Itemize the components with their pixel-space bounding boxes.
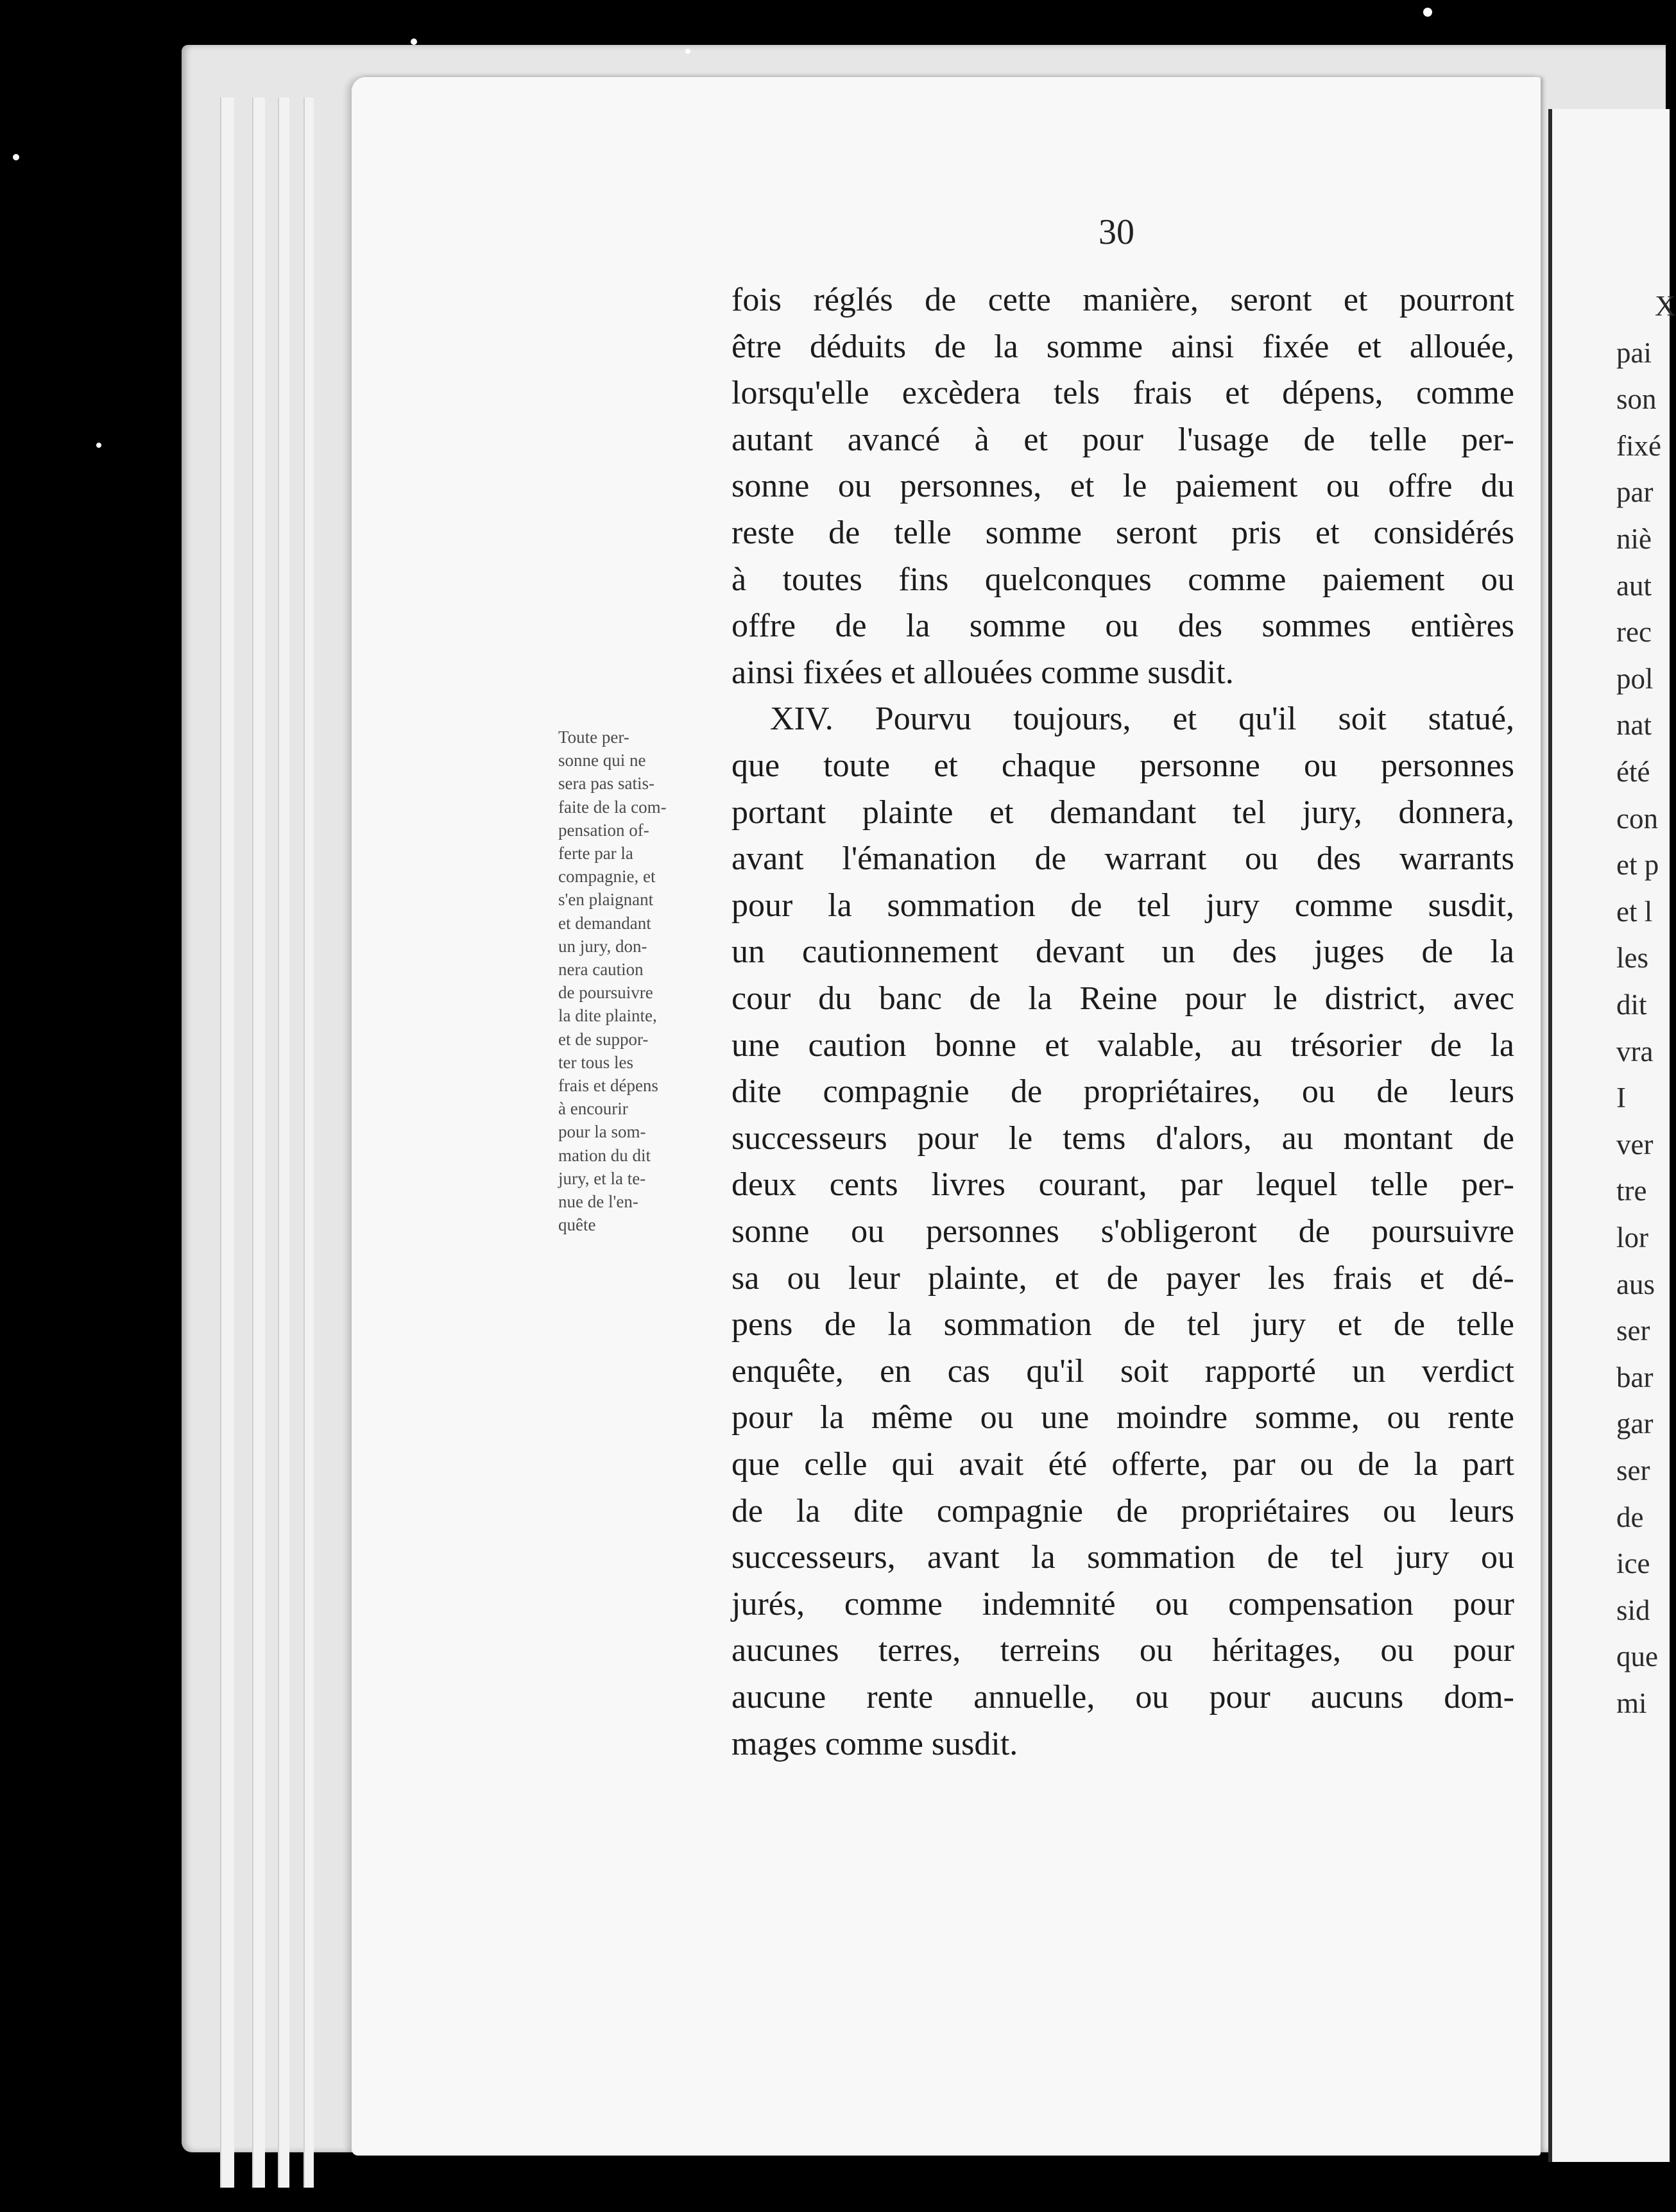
body-line: jurés, comme indemnité ou compensation pour xyxy=(731,1585,1514,1622)
body-line: XIV. Pourvu toujours, et qu'il soit statué, xyxy=(770,701,1514,738)
margin-note-line: ter tous les xyxy=(558,1052,633,1072)
margin-note-line: quête xyxy=(558,1215,596,1235)
next-page-fragment: que xyxy=(1616,1640,1658,1673)
next-page-fragment: de xyxy=(1616,1501,1644,1533)
next-page-fragment: ser xyxy=(1616,1454,1650,1486)
next-page-fragment: ser xyxy=(1616,1314,1650,1347)
body-line: que celle qui avait été offerte, par ou de la part xyxy=(731,1446,1514,1483)
margin-note-line: de poursuivre xyxy=(558,983,653,1003)
margin-note-line: frais et dépens xyxy=(558,1076,658,1095)
body-line: fois réglés de cette manière, seront et pourront xyxy=(731,282,1514,318)
body-line: successeurs pour le tems d'alors, au montant de xyxy=(731,1119,1514,1157)
body-line: une caution bonne et valable, au trésorier de la xyxy=(731,1026,1514,1064)
margin-note-line: nue de l'en- xyxy=(558,1192,638,1211)
body-line: ainsi fixées et allouées comme susdit. xyxy=(731,654,1234,691)
next-page-fragment: bar xyxy=(1616,1361,1654,1393)
body-line: offre de la somme ou des sommes entières xyxy=(731,608,1514,645)
body-line: que toute et chaque personne ou personnes xyxy=(731,747,1514,784)
margin-note-line: ferte par la xyxy=(558,844,633,863)
margin-note-line: et demandant xyxy=(558,913,651,933)
page-edge xyxy=(278,98,289,2188)
next-page-fragment: niè xyxy=(1616,523,1652,555)
margin-note-line: faite de la com- xyxy=(558,797,667,817)
next-page-fragment: nat xyxy=(1616,709,1652,742)
body-line: successeurs, avant la sommation de tel jury ou xyxy=(731,1539,1514,1576)
next-page-fragment: et p xyxy=(1616,849,1659,881)
margin-note-line: nera caution xyxy=(558,960,644,979)
body-line: enquête, en cas qu'il soit rapporté un verdict xyxy=(731,1352,1514,1390)
body-line: sonne ou personnes, et le paiement ou offre du xyxy=(731,468,1514,505)
page-edge xyxy=(220,98,234,2188)
next-page-fragment: son xyxy=(1616,383,1657,416)
page-edge xyxy=(304,98,314,2188)
next-page-fragment: pol xyxy=(1616,662,1654,695)
next-page-fragment: et l xyxy=(1616,895,1653,928)
margin-note-line: sonne qui ne xyxy=(558,751,646,770)
body-line: aucunes terres, terreins ou héritages, ou pour xyxy=(731,1632,1514,1669)
body-line: sa ou leur plainte, et de payer les frais et dé- xyxy=(731,1259,1514,1297)
page-edge xyxy=(252,98,265,2188)
dust-speck xyxy=(13,154,19,160)
body-line: lorsqu'elle excèdera tels frais et dépens, comme xyxy=(731,375,1514,412)
next-page-fragment: tre xyxy=(1616,1175,1647,1207)
next-page-fragment: été xyxy=(1616,756,1650,788)
next-page-fragment: ice xyxy=(1616,1547,1650,1580)
margin-note-line: jury, et la te- xyxy=(558,1168,646,1188)
next-page-fragment: par xyxy=(1616,476,1654,509)
body-line: autant avancé à et pour l'usage de telle per- xyxy=(731,421,1514,458)
next-page-fragment: I xyxy=(1616,1082,1626,1114)
body-line: cour du banc de la Reine pour le district, avec xyxy=(731,980,1514,1017)
margin-note-line: pensation of- xyxy=(558,820,649,840)
next-page-fragment: rec xyxy=(1616,616,1652,649)
margin-note-line: compagnie, et xyxy=(558,867,656,887)
next-page-fragment: mi xyxy=(1616,1687,1647,1719)
next-page-fragment: les xyxy=(1616,942,1648,974)
body-line: pour la même ou une moindre somme, ou rente xyxy=(731,1399,1514,1436)
next-page-fragment: aut xyxy=(1616,569,1652,602)
body-line: un cautionnement devant un des juges de la xyxy=(731,933,1514,971)
margin-note-line: Toute per- xyxy=(558,727,629,747)
next-page-fragment: ver xyxy=(1616,1128,1654,1161)
next-page-fragment: lor xyxy=(1616,1221,1648,1254)
next-page-fragment: fixé xyxy=(1616,429,1661,462)
dust-speck xyxy=(411,38,417,45)
body-line: deux cents livres courant, par lequel telle per- xyxy=(731,1166,1514,1204)
next-page-fragment: gar xyxy=(1616,1408,1654,1440)
margin-note-line: sera pas satis- xyxy=(558,774,654,794)
page-number: 30 xyxy=(1099,212,1134,252)
body-line: mages comme susdit. xyxy=(731,1725,1018,1762)
body-line: aucune rente annuelle, ou pour aucuns dom- xyxy=(731,1679,1514,1715)
next-page-fragment: pai xyxy=(1616,336,1652,369)
next-page-fragment: sid xyxy=(1616,1594,1650,1626)
margin-note-line: à encourir xyxy=(558,1099,628,1119)
body-line: à toutes fins quelconques comme paiement ou xyxy=(731,561,1514,598)
next-page-fragment: X xyxy=(1655,290,1676,322)
margin-note-line: s'en plaignant xyxy=(558,890,654,910)
next-page-fragment: con xyxy=(1616,802,1658,835)
margin-note-line: un jury, don- xyxy=(558,936,647,956)
body-line: portant plainte et demandant tel jury, donnera, xyxy=(731,794,1514,831)
body-line: reste de telle somme seront pris et considérés xyxy=(731,515,1514,551)
body-line: pens de la sommation de tel jury et de telle xyxy=(731,1306,1514,1343)
body-line: pour la sommation de tel jury comme susdit, xyxy=(731,887,1514,924)
margin-note-line: la dite plainte, xyxy=(558,1006,657,1026)
body-line: de la dite compagnie de propriétaires ou leurs xyxy=(731,1492,1514,1529)
body-line: sonne ou personnes s'obligeront de poursuivre xyxy=(731,1213,1514,1250)
body-line: dite compagnie de propriétaires, ou de leurs xyxy=(731,1073,1514,1110)
dust-speck xyxy=(96,443,101,448)
dust-speck xyxy=(685,49,690,54)
next-page-fragment: aus xyxy=(1616,1268,1655,1300)
next-page-edge xyxy=(1548,109,1676,2162)
next-page-fragment: vra xyxy=(1616,1035,1654,1068)
next-page-fragment: dit xyxy=(1616,989,1647,1021)
body-line: avant l'émanation de warrant ou des warrants xyxy=(731,840,1514,878)
margin-note-line: pour la som- xyxy=(558,1122,646,1142)
margin-note-line: et de suppor- xyxy=(558,1029,649,1049)
body-line: être déduits de la somme ainsi fixée et allouée, xyxy=(731,328,1514,365)
margin-note-line: mation du dit xyxy=(558,1145,651,1165)
dust-speck xyxy=(1423,8,1432,17)
